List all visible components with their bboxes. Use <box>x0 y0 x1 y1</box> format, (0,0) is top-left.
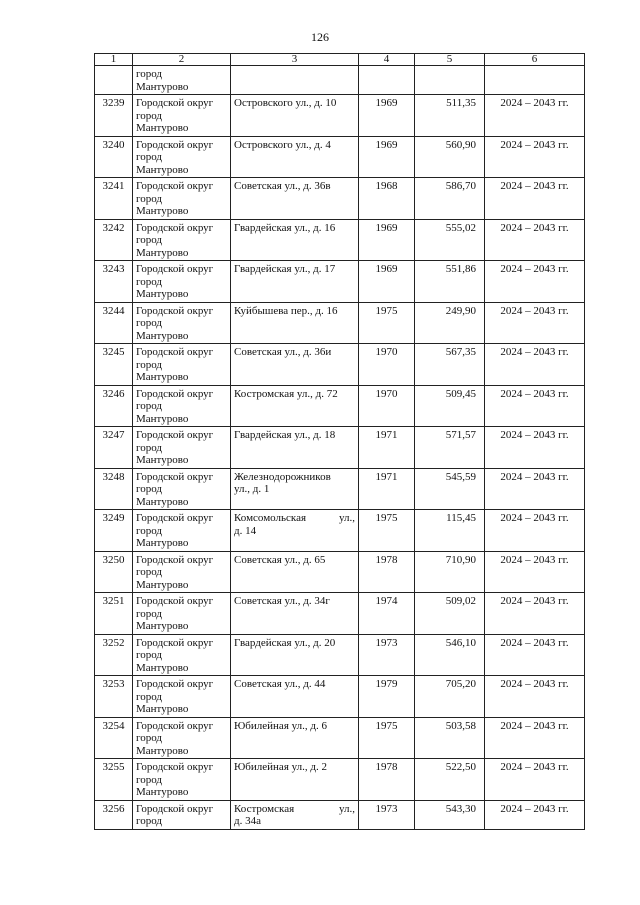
cell-municipality <box>133 385 231 427</box>
cell-number: 3247 <box>95 427 133 469</box>
cell-number: 3248 <box>95 468 133 510</box>
cell-period: 2024 – 2043 гг. <box>485 676 585 718</box>
table-row <box>95 219 585 261</box>
municipality-line: Мантурово <box>136 122 189 134</box>
table-row <box>95 759 585 801</box>
cell-area: 511,35 <box>415 95 485 137</box>
cell-period: 2024 – 2043 гг. <box>485 302 585 344</box>
cell-municipality <box>133 219 231 261</box>
cell-municipality <box>133 759 231 801</box>
municipality-line: Городской округ <box>136 97 214 109</box>
municipality-line: Городской округ <box>136 263 214 275</box>
cell-year: 1971 <box>359 468 415 510</box>
cell-municipality <box>133 510 231 552</box>
cell-area: 543,30 <box>415 800 485 829</box>
cell-year: 1968 <box>359 178 415 220</box>
cell-area: 545,59 <box>415 468 485 510</box>
cell-address <box>231 344 359 386</box>
cell-address <box>231 302 359 344</box>
municipality-line: город <box>136 151 163 163</box>
municipality-line: Мантурово <box>136 80 189 93</box>
cell-municipality <box>133 468 231 510</box>
cell-period: 2024 – 2043 гг. <box>485 717 585 759</box>
address-line: Советская ул., д. 34г <box>234 595 330 607</box>
cell-address <box>231 676 359 718</box>
cell-area <box>415 66 485 95</box>
municipality-line: город <box>136 358 163 371</box>
cell-number: 3245 <box>95 344 133 386</box>
table-row <box>95 593 585 635</box>
municipality-line: город <box>136 400 163 412</box>
table-row <box>95 344 585 386</box>
cell-area: 522,50 <box>415 759 485 801</box>
table-row <box>95 302 585 344</box>
cell-period: 2024 – 2043 гг. <box>485 344 585 386</box>
cell-number: 3253 <box>95 676 133 718</box>
municipality-line: Мантурово <box>136 412 189 425</box>
cell-municipality <box>133 676 231 718</box>
municipality-line: Мантурово <box>136 454 189 466</box>
cell-area: 571,57 <box>415 427 485 469</box>
cell-period: 2024 – 2043 гг. <box>485 468 585 510</box>
municipality-line: Мантурово <box>136 288 189 300</box>
address-word: Костромская <box>234 802 295 815</box>
cell-year: 1969 <box>359 95 415 137</box>
table-row <box>95 95 585 137</box>
cell-period: 2024 – 2043 гг. <box>485 634 585 676</box>
column-header: 3 <box>231 54 359 66</box>
housing-table <box>94 53 585 830</box>
table-row <box>95 634 585 676</box>
cell-address <box>231 66 359 95</box>
municipality-line: Мантурово <box>136 246 189 259</box>
cell-area: 710,90 <box>415 551 485 593</box>
cell-municipality <box>133 593 231 635</box>
municipality-line: Мантурово <box>136 329 189 342</box>
cell-year: 1975 <box>359 302 415 344</box>
column-header: 4 <box>359 54 415 66</box>
cell-municipality <box>133 261 231 303</box>
municipality-line: город <box>136 234 163 246</box>
cell-municipality <box>133 66 231 95</box>
cell-period: 2024 – 2043 гг. <box>485 759 585 801</box>
cell-address <box>231 717 359 759</box>
municipality-line: Городской округ <box>136 512 214 524</box>
municipality-line: город <box>136 192 163 205</box>
address-line: ул., д. 1 <box>234 483 270 495</box>
cell-number: 3256 <box>95 800 133 829</box>
cell-year: 1969 <box>359 219 415 261</box>
table-row <box>95 427 585 469</box>
address-line: Костромская ул., д. 72 <box>234 387 338 400</box>
cell-year: 1969 <box>359 261 415 303</box>
cell-area: 560,90 <box>415 136 485 178</box>
address-word: ул., <box>338 802 355 815</box>
address-line: Советская ул., д. 65 <box>234 553 326 566</box>
municipality-line: город <box>136 317 163 329</box>
table-row <box>95 510 585 552</box>
cell-period: 2024 – 2043 гг. <box>485 551 585 593</box>
municipality-line: город <box>136 68 163 80</box>
municipality-line: город <box>136 441 163 454</box>
address-line: д. 14 <box>234 524 257 537</box>
cell-period: 2024 – 2043 гг. <box>485 593 585 635</box>
address-line-justified <box>234 803 355 816</box>
continuation-row <box>95 66 585 95</box>
cell-number: 3241 <box>95 178 133 220</box>
municipality-line: Городской округ <box>136 761 214 773</box>
address-word: Комсомольская <box>234 512 307 524</box>
page-number: 126 <box>311 30 329 44</box>
cell-period: 2024 – 2043 гг. <box>485 800 585 829</box>
municipality-line: Городской округ <box>136 553 214 566</box>
address-line: Советская ул., д. 44 <box>234 678 326 690</box>
address-line-justified <box>234 512 355 525</box>
cell-year: 1979 <box>359 676 415 718</box>
municipality-line: Городской округ <box>136 180 214 192</box>
cell-address <box>231 800 359 829</box>
municipality-line: Мантурово <box>136 205 189 217</box>
municipality-line: Городской округ <box>136 719 214 732</box>
municipality-line: город <box>136 524 163 537</box>
address-line: Юбилейная ул., д. 6 <box>234 719 327 732</box>
cell-year: 1970 <box>359 344 415 386</box>
cell-address <box>231 510 359 552</box>
cell-address <box>231 95 359 137</box>
address-line: Советская ул., д. 36в <box>234 180 331 192</box>
cell-address <box>231 468 359 510</box>
municipality-line: Городской округ <box>136 470 214 483</box>
column-header: 2 <box>133 54 231 66</box>
cell-area: 509,45 <box>415 385 485 427</box>
municipality-line: Мантурово <box>136 163 189 176</box>
cell-year: 1975 <box>359 510 415 552</box>
cell-number: 3239 <box>95 95 133 137</box>
cell-address <box>231 385 359 427</box>
cell-period: 2024 – 2043 гг. <box>485 385 585 427</box>
cell-area: 705,20 <box>415 676 485 718</box>
cell-number: 3240 <box>95 136 133 178</box>
cell-municipality <box>133 551 231 593</box>
address-line: Островского ул., д. 4 <box>234 138 331 151</box>
cell-year: 1978 <box>359 551 415 593</box>
cell-year: 1974 <box>359 593 415 635</box>
address-line: Юбилейная ул., д. 2 <box>234 761 327 773</box>
municipality-line: Мантурово <box>136 537 189 549</box>
cell-period <box>485 66 585 95</box>
municipality-line: Мантурово <box>136 703 189 715</box>
cell-municipality <box>133 302 231 344</box>
municipality-line: Мантурово <box>136 661 189 674</box>
municipality-line: город <box>136 109 163 122</box>
cell-address <box>231 551 359 593</box>
municipality-line: Городской округ <box>136 595 214 607</box>
cell-period: 2024 – 2043 гг. <box>485 95 585 137</box>
cell-year: 1971 <box>359 427 415 469</box>
municipality-line: город <box>136 732 163 744</box>
cell-area: 509,02 <box>415 593 485 635</box>
table-row <box>95 676 585 718</box>
cell-address <box>231 136 359 178</box>
municipality-line: Городской округ <box>136 429 214 441</box>
municipality-line: город <box>136 649 163 661</box>
cell-period: 2024 – 2043 гг. <box>485 510 585 552</box>
cell-number: 3242 <box>95 219 133 261</box>
municipality-line: город <box>136 815 163 827</box>
address-line: Гвардейская ул., д. 18 <box>234 429 336 441</box>
cell-municipality <box>133 178 231 220</box>
column-header-row <box>95 54 585 66</box>
table-row <box>95 468 585 510</box>
cell-year: 1975 <box>359 717 415 759</box>
municipality-line: Мантурово <box>136 744 189 757</box>
cell-area: 551,86 <box>415 261 485 303</box>
municipality-line: Городской округ <box>136 387 214 400</box>
municipality-line: Городской округ <box>136 304 214 317</box>
address-line: Гвардейская ул., д. 16 <box>234 221 336 234</box>
municipality-line: город <box>136 275 163 288</box>
cell-area: 503,58 <box>415 717 485 759</box>
cell-area: 115,45 <box>415 510 485 552</box>
cell-area: 586,70 <box>415 178 485 220</box>
cell-area: 546,10 <box>415 634 485 676</box>
cell-number: 3250 <box>95 551 133 593</box>
cell-municipality <box>133 95 231 137</box>
cell-number: 3246 <box>95 385 133 427</box>
municipality-line: город <box>136 566 163 578</box>
cell-year: 1973 <box>359 800 415 829</box>
municipality-line: Мантурово <box>136 495 189 508</box>
table-row <box>95 551 585 593</box>
municipality-line: Мантурово <box>136 371 189 383</box>
municipality-line: Городской округ <box>136 636 214 649</box>
address-line: Железнодорожников <box>234 470 331 483</box>
address-line: д. 34а <box>234 815 261 827</box>
cell-address <box>231 261 359 303</box>
cell-number: 3255 <box>95 759 133 801</box>
table-row <box>95 178 585 220</box>
column-header: 6 <box>485 54 585 66</box>
table-row <box>95 385 585 427</box>
cell-municipality <box>133 800 231 829</box>
cell-municipality <box>133 717 231 759</box>
municipality-line: Городской округ <box>136 802 214 815</box>
cell-municipality <box>133 427 231 469</box>
cell-address <box>231 634 359 676</box>
table-row <box>95 717 585 759</box>
cell-address <box>231 427 359 469</box>
municipality-line: город <box>136 773 163 786</box>
municipality-line: Мантурово <box>136 786 189 798</box>
address-line: Гвардейская ул., д. 20 <box>234 636 336 649</box>
cell-number: 3243 <box>95 261 133 303</box>
cell-period: 2024 – 2043 гг. <box>485 219 585 261</box>
cell-number: 3252 <box>95 634 133 676</box>
municipality-line: Мантурово <box>136 620 189 632</box>
cell-number: 3249 <box>95 510 133 552</box>
cell-address <box>231 593 359 635</box>
cell-year <box>359 66 415 95</box>
cell-municipality <box>133 136 231 178</box>
cell-number: 3244 <box>95 302 133 344</box>
cell-municipality <box>133 344 231 386</box>
cell-year: 1973 <box>359 634 415 676</box>
cell-period: 2024 – 2043 гг. <box>485 427 585 469</box>
cell-number: 3254 <box>95 717 133 759</box>
municipality-line: город <box>136 690 163 703</box>
cell-municipality <box>133 634 231 676</box>
cell-address <box>231 759 359 801</box>
cell-year: 1970 <box>359 385 415 427</box>
cell-address <box>231 178 359 220</box>
municipality-line: Мантурово <box>136 578 189 591</box>
cell-year: 1978 <box>359 759 415 801</box>
cell-area: 555,02 <box>415 219 485 261</box>
cell-year: 1969 <box>359 136 415 178</box>
address-line: Советская ул., д. 36и <box>234 346 332 358</box>
cell-address <box>231 219 359 261</box>
municipality-line: Городской округ <box>136 678 214 690</box>
table-row <box>95 136 585 178</box>
cell-area: 567,35 <box>415 344 485 386</box>
cell-period: 2024 – 2043 гг. <box>485 261 585 303</box>
municipality-line: Городской округ <box>136 221 214 234</box>
municipality-line: город <box>136 607 163 620</box>
column-header: 1 <box>95 54 133 66</box>
cell-period: 2024 – 2043 гг. <box>485 178 585 220</box>
municipality-line: город <box>136 483 163 495</box>
municipality-line: Городской округ <box>136 138 214 151</box>
address-line: Островского ул., д. 10 <box>234 97 337 109</box>
cell-number: 3251 <box>95 593 133 635</box>
municipality-line: Городской округ <box>136 346 214 358</box>
address-line: Гвардейская ул., д. 17 <box>234 263 336 275</box>
address-word: ул., <box>338 512 355 524</box>
cell-number <box>95 66 133 95</box>
column-header: 5 <box>415 54 485 66</box>
table-row <box>95 261 585 303</box>
cell-area: 249,90 <box>415 302 485 344</box>
table-row <box>95 800 585 829</box>
cell-period: 2024 – 2043 гг. <box>485 136 585 178</box>
address-line: Куйбышева пер., д. 16 <box>234 304 338 317</box>
